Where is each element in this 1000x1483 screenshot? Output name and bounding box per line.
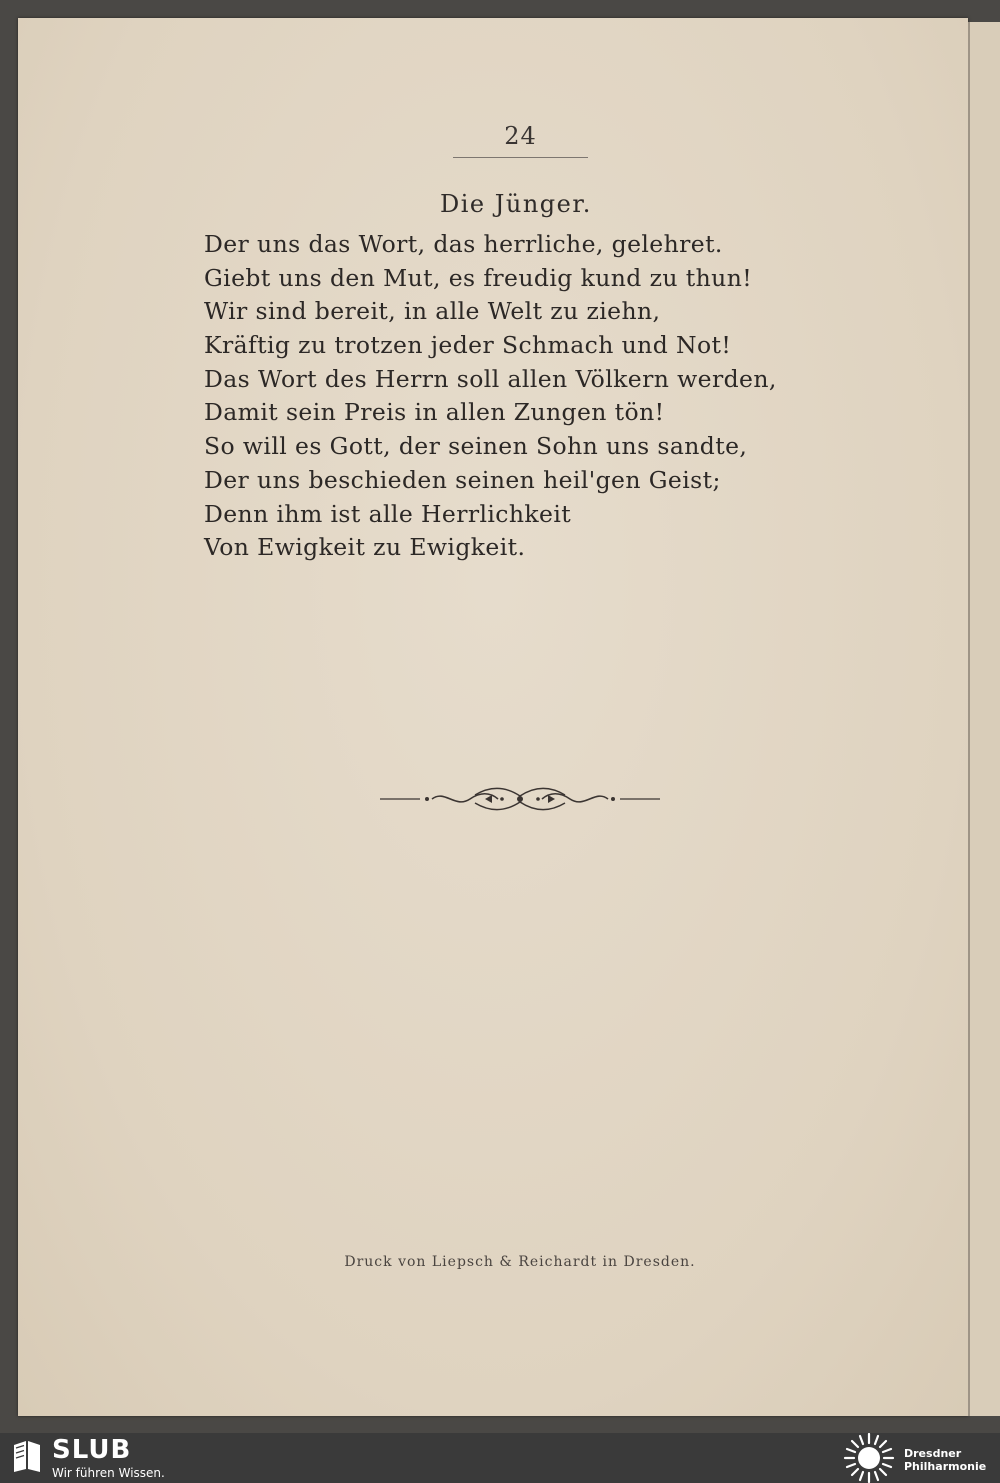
poem-line: Denn ihm ist alle Herrlichkeit xyxy=(204,499,572,528)
poem-line: Von Ewigkeit zu Ewigkeit. xyxy=(204,533,526,562)
ornamental-divider-icon xyxy=(380,786,660,812)
partner-name-line2: Philharmonie xyxy=(904,1460,987,1473)
footer-bar xyxy=(0,1433,1000,1483)
partner-name-line1: Dresdner xyxy=(904,1447,962,1460)
sunburst-icon[interactable] xyxy=(843,1433,895,1483)
poem-line: Damit sein Preis in allen Zungen tön! xyxy=(204,398,665,427)
poem-line: Giebt uns den Mut, es freudig kund zu thun! xyxy=(204,263,753,292)
poem-line: Kräftig zu trotzen jeder Schmach und Not! xyxy=(204,331,732,360)
book-icon[interactable] xyxy=(12,1439,42,1473)
poem-line: Der uns das Wort, das herrliche, gelehret. xyxy=(204,230,723,258)
poem-text xyxy=(204,228,777,565)
page-number-rule xyxy=(453,157,588,158)
poem-title: Die Jünger. xyxy=(440,190,592,218)
poem-line: So will es Gott, der seinen Sohn uns sandte, xyxy=(204,432,748,461)
slub-tagline: Wir führen Wissen. xyxy=(52,1466,165,1480)
printer-imprint: Druck von Liepsch & Reichardt in Dresden. xyxy=(344,1254,696,1270)
partner-name[interactable] xyxy=(904,1447,986,1473)
poem-line: Der uns beschieden seinen heil'gen Geist; xyxy=(204,465,721,494)
poem-line: Wir sind bereit, in alle Welt zu ziehn, xyxy=(204,297,661,326)
page-number: 24 xyxy=(504,122,537,150)
next-page-edge xyxy=(968,22,1000,1416)
poem-line: Das Wort des Herrn soll allen Völkern werden, xyxy=(204,364,777,393)
slub-name[interactable]: SLUB xyxy=(52,1435,132,1465)
